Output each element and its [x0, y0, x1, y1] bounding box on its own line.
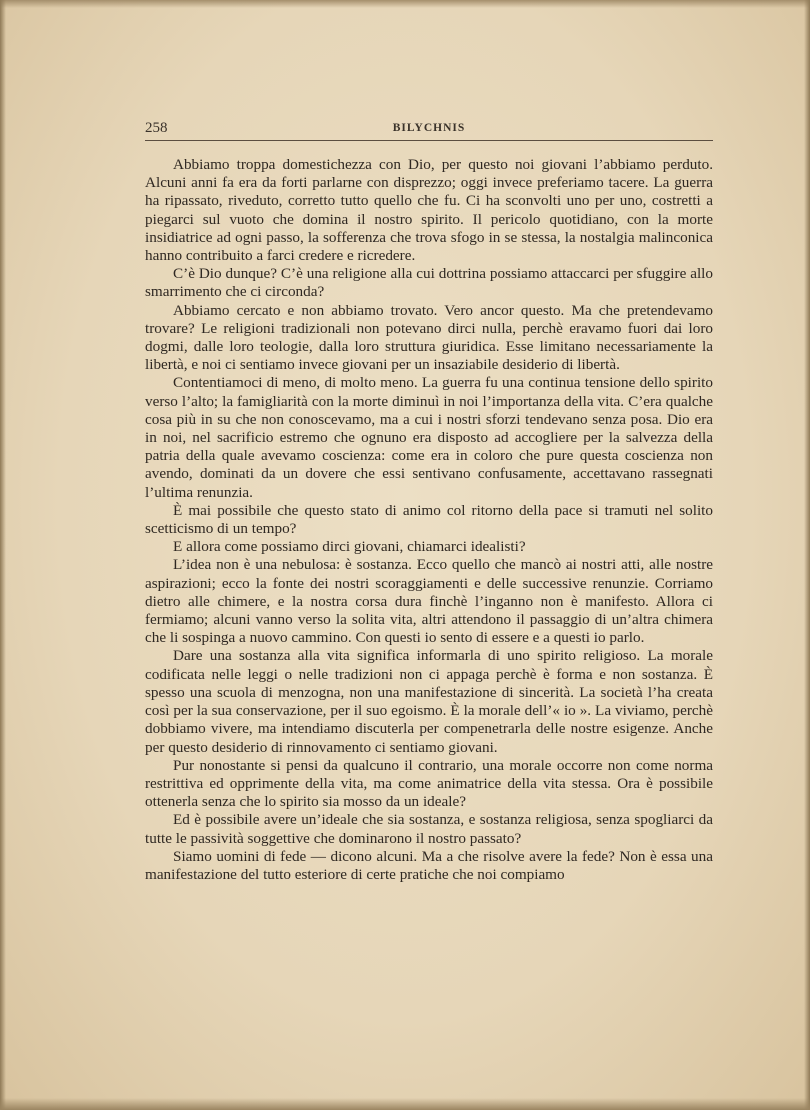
paragraph-5: È mai possibile che questo stato di animo col ritorno della pace si tramuti nel solito scetticismo di un tempo?	[145, 501, 713, 538]
paragraph-9: Pur nonostante si pensi da qualcuno il contrario, una morale occorre non come norma restrittiva ed opprimente della vita, ma come animatrice della vita stessa. Ora è possibile ottenerla senza che lo spirito sia mosso da un ideale?	[145, 756, 713, 811]
page-top-edge	[0, 0, 810, 8]
page-left-edge	[0, 0, 6, 1110]
paragraph-3: Abbiamo cercato e non abbiamo trovato. Vero ancor questo. Ma che pretendevamo trovare? Le religioni tradizionali non potevano dirci nulla, perchè eravamo fuori dai loro dogmi, dalle loro teologie, dalla loro struttura giuridica. Esse limitano necessariamente la libertà, e noi ci sentiamo invece giovani per un insaziabile desiderio di libertà.	[145, 301, 713, 374]
paragraph-6: E allora come possiamo dirci giovani, chiamarci idealisti?	[173, 538, 526, 556]
paragraph-11: Siamo uomini di fede — dicono alcuni. Ma a che risolve avere la fede? Non è essa una manifestazione del tutto esteriore di certe pratiche che noi compiamo	[145, 847, 713, 883]
journal-title: BILYCHNIS	[392, 122, 466, 134]
page-number: 258	[145, 120, 168, 136]
page-bottom-edge	[0, 1098, 810, 1110]
article-body	[145, 156, 713, 884]
paragraph-7: L’idea non è una nebulosa: è sostanza. Ecco quello che mancò ai nostri atti, alle nostre aspirazioni; ecco la fonte dei nostri scoraggiamenti e delle successive renunzie. Corriamo dietro alle chimere, e la nostra corsa dura finchè l’inganno non è manifesto. Allora ci fermiamo; alcuni vanno verso la solita vita, altri attendono il passaggio di un’altra chimera che li sospinga a nuovo cammino. Con questi io sento di essere e a questi io parlo.	[145, 556, 713, 647]
page-right-edge	[804, 0, 810, 1110]
paragraph-10: Ed è possibile avere un’ideale che sia sostanza, e sostanza religiosa, senza spogliarci da tutte le passività soggettive che dominarono il nostro passato?	[145, 811, 713, 847]
paragraph-4: Contentiamoci di meno, di molto meno. La guerra fu una continua tensione dello spirito verso l’alto; la famigliarità con la morte diminuì in noi l’importanza della vita. C’era qualche cosa più in su che non conoscevamo, ma a cui i nostri sforzi tendevano senza posa. Dio era in noi, nel sacrificio estremo che ognuno era disposto ad accogliere per la salvezza della patria della quale avevamo coscienza: come era in coloro che pure questa coscienza non avendo, dominati da un dovere che essi sentivano confusamente, accettavano rassegnati l’ultima renunzia.	[145, 374, 713, 501]
paragraph-2: C’è Dio dunque? C’è una religione alla cui dottrina possiamo attaccarci per sfuggire allo smarrimento che ci circonda?	[145, 265, 713, 301]
running-header	[145, 118, 713, 141]
paragraph-8: Dare una sostanza alla vita significa informarla di uno spirito religioso. La morale codificata nelle leggi o nelle tradizioni non ci appaga perchè è forma e non sostanza. È spesso una scuola di menzogna, non una manifestazione di sincerità. La società l’ha creata così per la sua conservazione, per il suo egoismo. È la morale dell’« io ». La viviamo, perchè dobbiamo vivere, ma intendiamo discuterla per compenetrarla delle nostre esigenze. Anche per questo desiderio di rinnovamento ci sentiamo giovani.	[145, 647, 713, 756]
paragraph-1: Abbiamo troppa domestichezza con Dio, per questo noi giovani l’abbiamo perduto. Alcuni anni fa era da forti parlarne con disprezzo; oggi invece preferiamo tacere. La guerra ha ripassato, riveduto, corretto tutto quello che fu. Ci ha sconvolti uno per uno, costretti a piegarci sul vuoto che domina il nostro spirito. Il pericolo quotidiano, con la morte insidiatrice ad ogni passo, la sofferenza che trova sfogo in se stessa, la nostalgia malinconica hanno contribuito a farci credere e ricredere.	[145, 156, 713, 265]
